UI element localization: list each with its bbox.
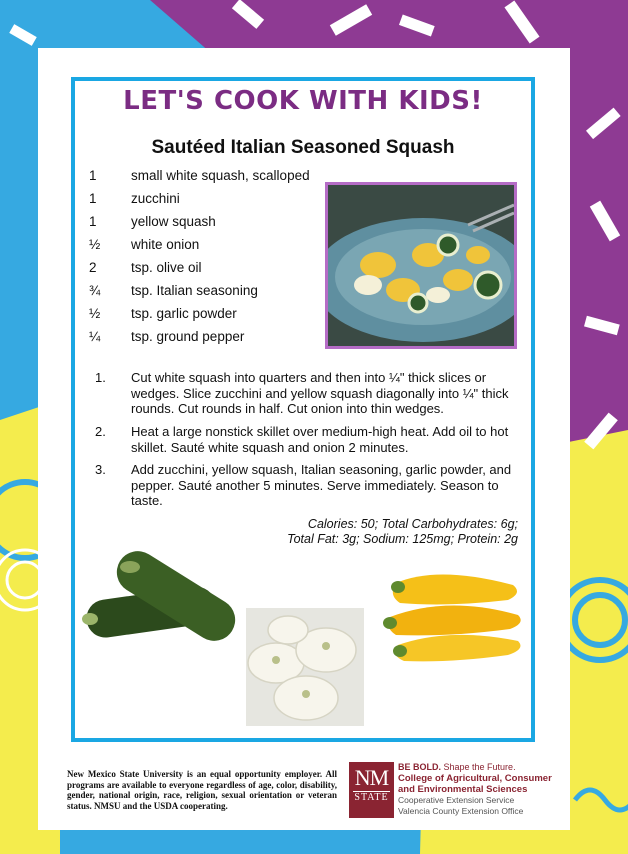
headline: LET'S COOK WITH KIDS! (123, 86, 483, 116)
county-office: Valencia County Extension Office (398, 806, 524, 816)
step-number: 2. (95, 424, 106, 439)
logo-nm: NM (354, 765, 389, 790)
nutrition-line-1: Calories: 50; Total Carbohydrates: 6g; (307, 517, 518, 531)
ingredient-text: white onion (131, 237, 200, 252)
ingredient-qty: ½ (89, 306, 101, 321)
ingredient-qty: ½ (89, 237, 101, 252)
nutrition-line-2: Total Fat: 3g; Sodium: 125mg; Protein: 2g (287, 532, 518, 546)
tagline-bold: BE BOLD. (398, 762, 442, 772)
ingredient-text: tsp. olive oil (131, 260, 202, 275)
ingredient-text: tsp. garlic powder (131, 306, 237, 321)
white-squash-image (246, 608, 364, 726)
logo-state: STATE (354, 792, 389, 803)
step-number: 1. (95, 370, 106, 385)
college-name-line-2: and Environmental Sciences (398, 784, 528, 795)
equal-opportunity-statement: New Mexico State University is an equal opportunity employer. All programs are available to everyone regardless of age, color, disability, gender, national origin, race, religion, sexual orientation or veteran status. NMSU and the USDA cooperating. (67, 769, 337, 811)
ingredient-text: small white squash, scalloped (131, 168, 310, 183)
dish-photo (325, 182, 517, 349)
ingredient-qty: ¾ (89, 283, 101, 298)
ingredient-text: tsp. Italian seasoning (131, 283, 258, 298)
ingredient-qty: 1 (89, 168, 97, 183)
ingredient-qty: ¼ (89, 329, 101, 344)
tagline-rest: Shape the Future. (441, 762, 516, 772)
ingredient-qty: 1 (89, 191, 97, 206)
recipe-title: Sautéed Italian Seasoned Squash (151, 137, 455, 158)
step-text: Heat a large nonstick skillet over medium-high heat. Add oil to hot skillet. Sauté white squash and onion 2 minutes. (131, 424, 509, 455)
nmsu-logo (349, 762, 394, 818)
ingredient-text: tsp. ground pepper (131, 329, 245, 344)
step-number: 3. (95, 462, 106, 477)
dish-illustration (328, 185, 514, 346)
zucchini-image (82, 545, 242, 650)
ingredient-qty: 1 (89, 214, 97, 229)
step-text: Cut white squash into quarters and then into ¼" thick slices or wedges. Slice zucchini and yellow squash diagonally into ¼" thick rounds. Cut rounds in half. Cut onion into thin wedges. (131, 370, 509, 416)
ingredient-text: yellow squash (131, 214, 216, 229)
yellow-squash-image (378, 565, 528, 665)
college-name-line-1: College of Agricultural, Consumer (398, 773, 552, 784)
college-info (398, 762, 552, 817)
tagline (398, 762, 552, 773)
extension-service: Cooperative Extension Service (398, 795, 515, 805)
step-text: Add zucchini, yellow squash, Italian seasoning, garlic powder, and pepper. Sauté another 5 minutes. Serve immediately. Season to taste. (131, 462, 512, 508)
ingredient-text: zucchini (131, 191, 180, 206)
ingredient-qty: 2 (89, 260, 97, 275)
